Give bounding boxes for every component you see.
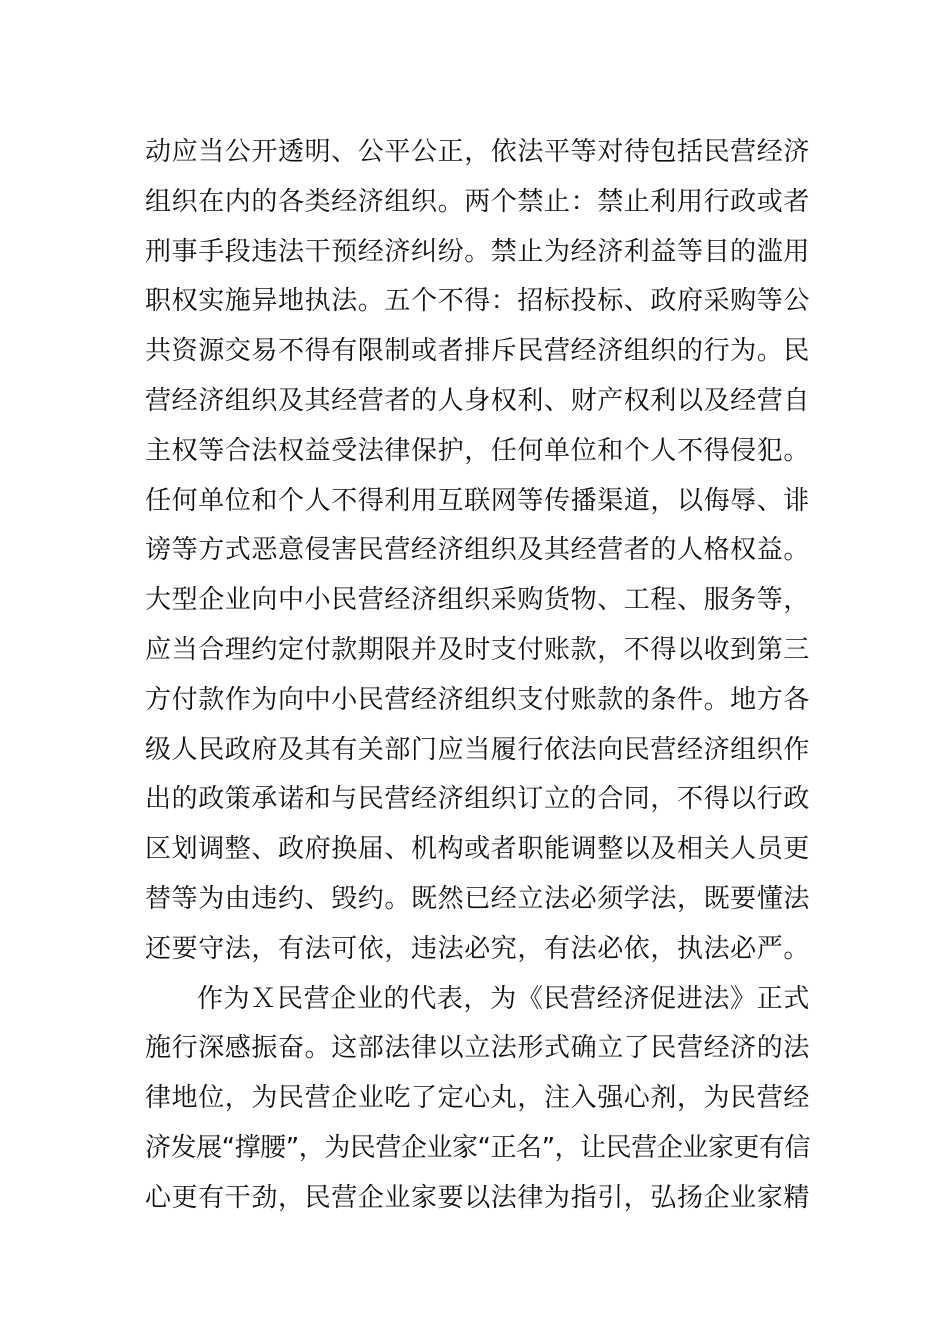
text-line: 替等为由违约、毁约。既然已经立法必须学法，既要懂法 bbox=[145, 883, 810, 914]
text-line: 刑事手段违法干预经济纠纷。禁止为经济利益等目的滥用 bbox=[145, 236, 810, 267]
text-line: 职权实施异地执法。五个不得：招标投标、政府采购等公 bbox=[145, 286, 810, 317]
text-line: 共资源交易不得有限制或者排斥民营经济组织的行为。民 bbox=[145, 336, 810, 367]
text-line: 级人民政府及其有关部门应当履行依法向民营经济组织作 bbox=[145, 734, 810, 765]
text-line: 济发展“撑腰”，为民营企业家“正名”，让民营企业家更有信 bbox=[145, 1132, 810, 1163]
text-line: 谤等方式恶意侵害民营经济组织及其经营者的人格权益。 bbox=[145, 535, 810, 566]
text-line: 还要守法，有法可依，违法必究，有法必依，执法必严。 bbox=[145, 933, 810, 964]
text-line: 律地位，为民营企业吃了定心丸，注入强心剂，为民营经 bbox=[145, 1083, 810, 1114]
body-text bbox=[145, 128, 810, 1224]
paragraph-start-line: 作为Ｘ民营企业的代表，为《民营经济促进法》正式 bbox=[197, 983, 810, 1014]
text-line: 区划调整、政府换届、机构或者职能调整以及相关人员更 bbox=[145, 834, 810, 865]
text-line: 主权等合法权益受法律保护，任何单位和个人不得侵犯。 bbox=[145, 435, 810, 466]
text-line: 任何单位和个人不得利用互联网等传播渠道，以侮辱、诽 bbox=[145, 485, 810, 516]
text-line: 心更有干劲，民营企业家要以法律为指引，弘扬企业家精 bbox=[145, 1182, 810, 1213]
text-line: 组织在内的各类经济组织。两个禁止：禁止利用行政或者 bbox=[145, 186, 810, 217]
text-line: 营经济组织及其经营者的人身权利、财产权利以及经营自 bbox=[145, 385, 810, 416]
text-line: 动应当公开透明、公平公正，依法平等对待包括民营经济 bbox=[145, 137, 810, 167]
text-line: 方付款作为向中小民营经济组织支付账款的条件。地方各 bbox=[145, 684, 810, 715]
text-line: 出的政策承诺和与民营经济组织订立的合同，不得以行政 bbox=[145, 784, 810, 815]
text-line: 施行深感振奋。这部法律以立法形式确立了民营经济的法 bbox=[145, 1033, 810, 1064]
text-line: 应当合理约定付款期限并及时支付账款，不得以收到第三 bbox=[145, 634, 810, 665]
text-line: 大型企业向中小民营经济组织采购货物、工程、服务等， bbox=[145, 585, 810, 616]
